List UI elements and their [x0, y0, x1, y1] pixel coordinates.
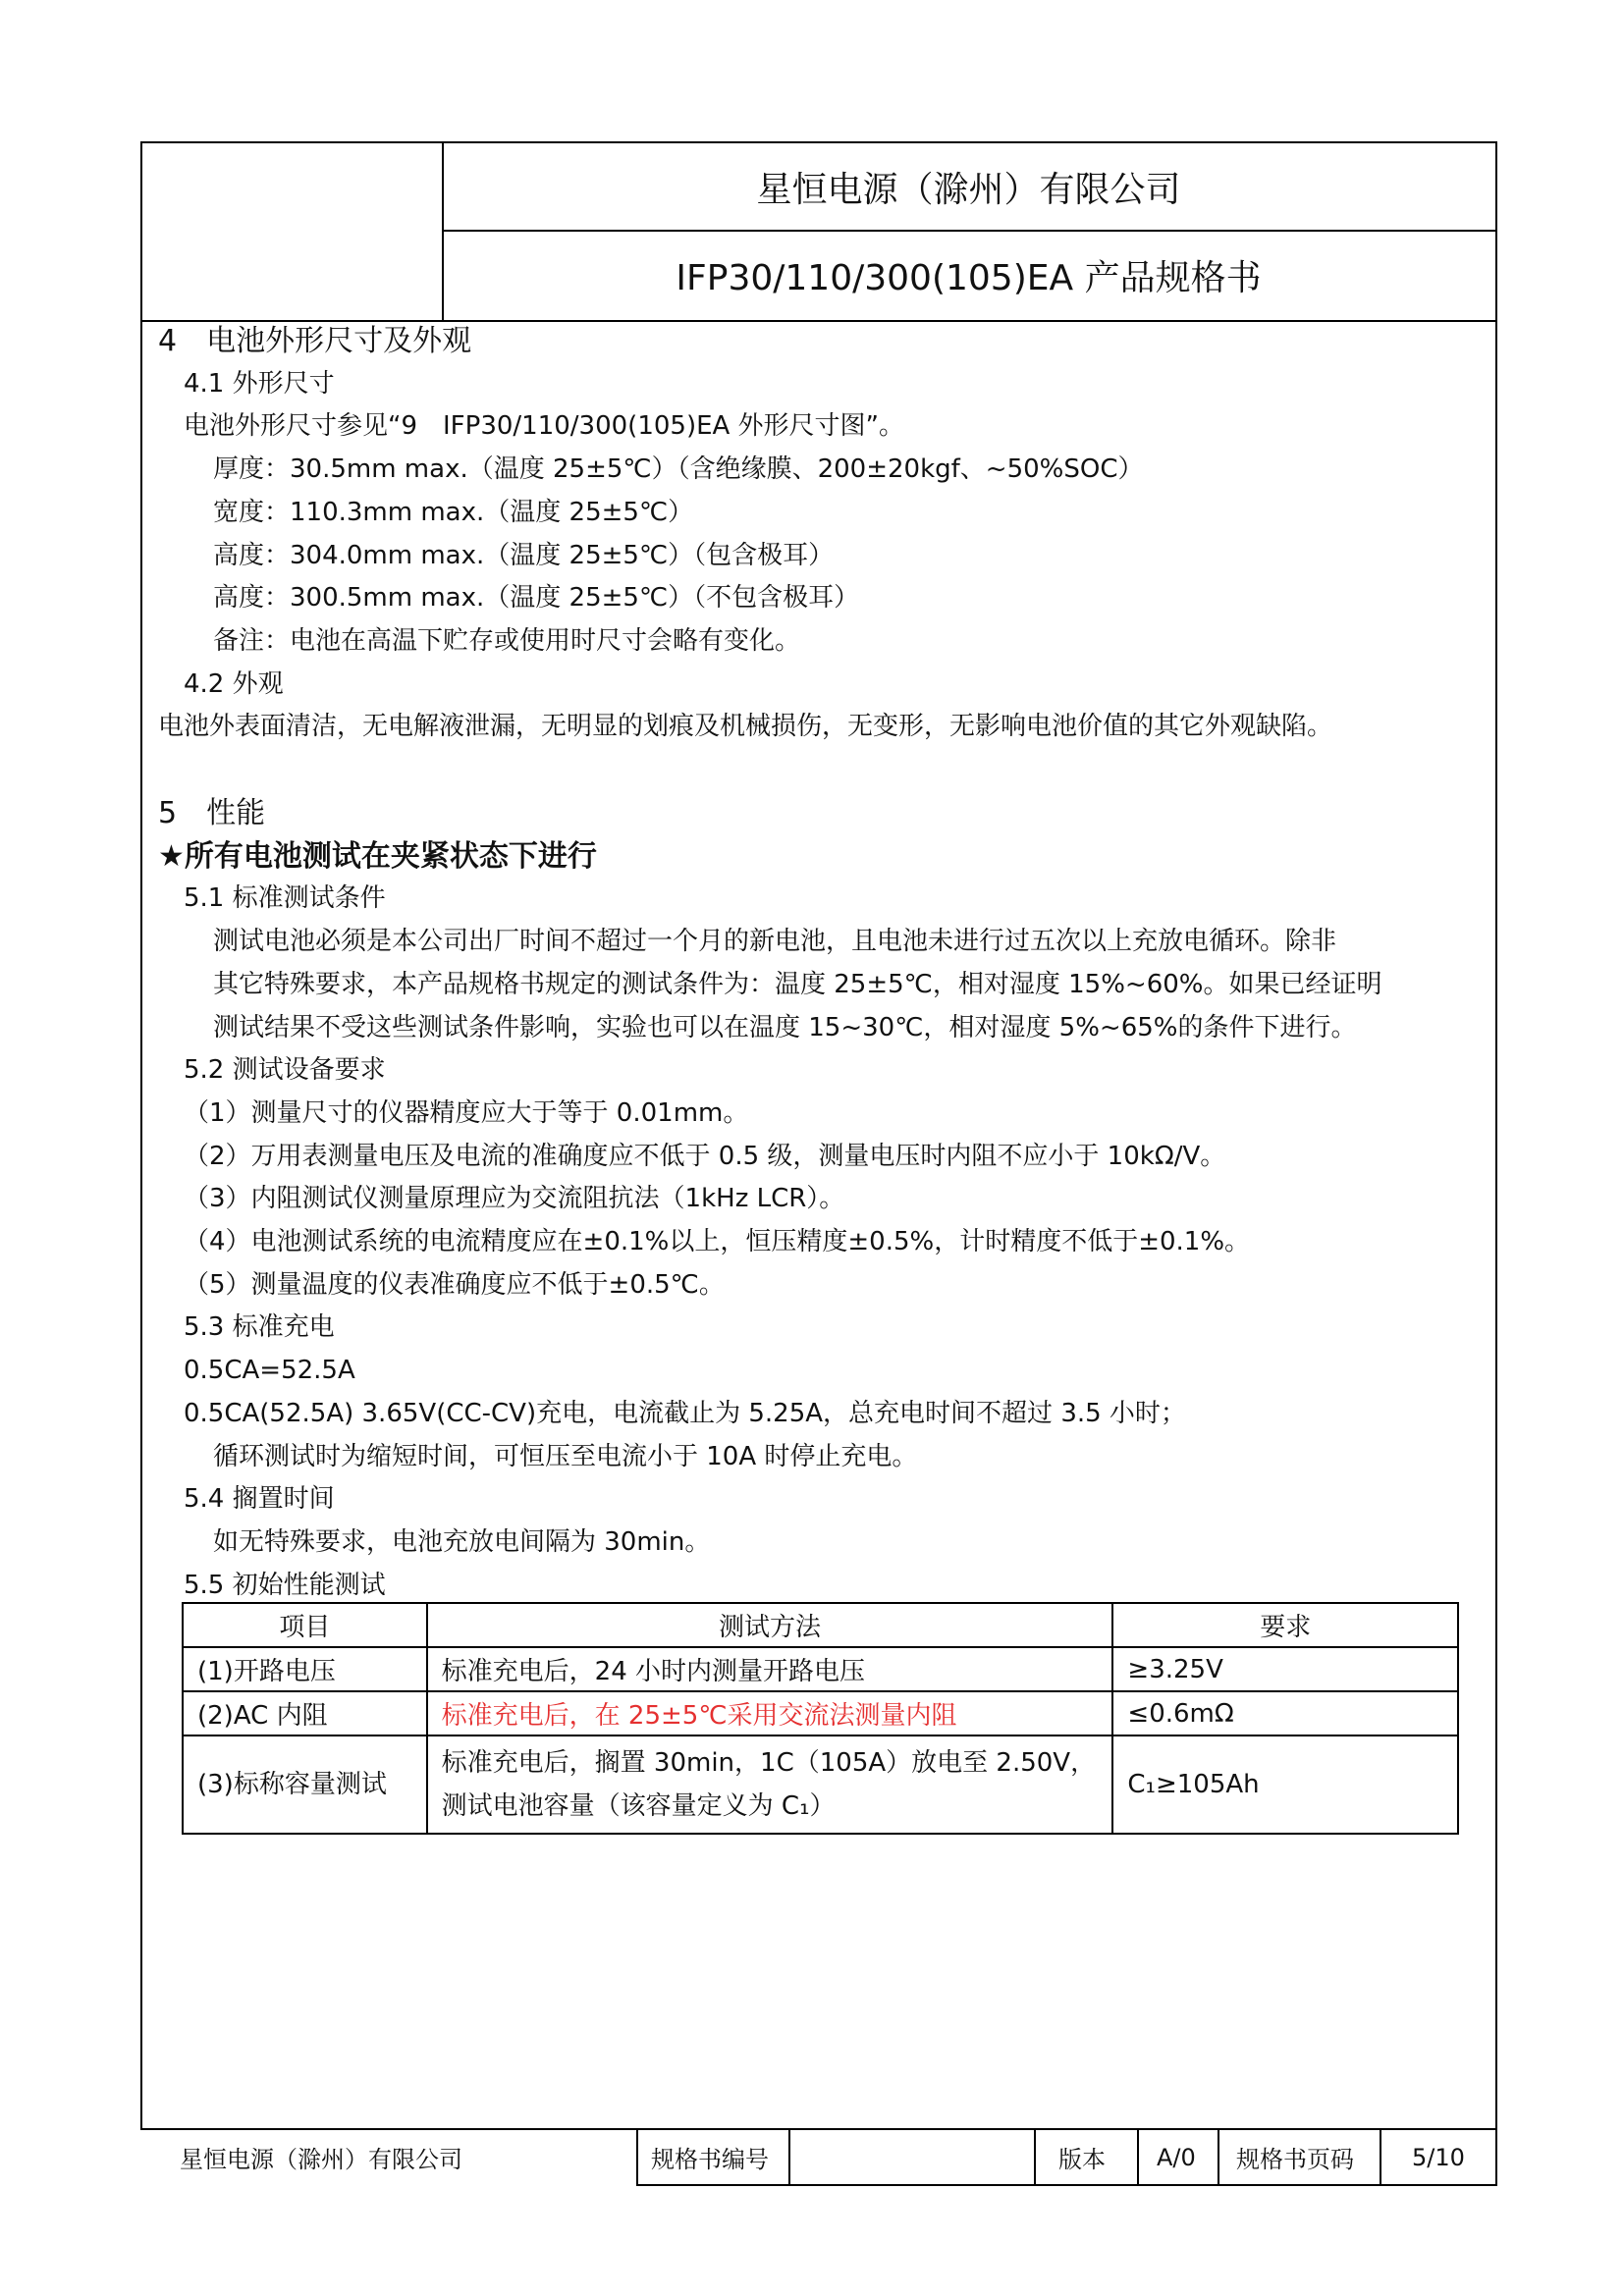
equipment-item: （3）内阻测试仪测量原理应为交流阻抗法（1kHz LCR）。 [184, 1184, 845, 1214]
doc-title: IFP30/110/300(105)EA 产品规格书 [676, 257, 1262, 298]
item-cell: (3)标称容量测试 [183, 1735, 427, 1834]
section-5-4-title: 5.4 搁置时间 [184, 1484, 335, 1515]
footer-version-value: A/0 [1157, 2143, 1196, 2171]
footer-spec-no-label: 规格书编号 [651, 2146, 769, 2173]
clamping-notice: ★所有电池测试在夹紧状态下进行 [158, 838, 597, 874]
table-header-cell: 测试方法 [427, 1603, 1113, 1647]
requirement-cell: ≤0.6mΩ [1112, 1691, 1458, 1735]
equipment-item: （2）万用表测量电压及电流的准确度应不低于 0.5 级，测量电压时内阻不应小于 10kΩ/V。 [184, 1141, 1226, 1171]
item-cell: (1)开路电压 [183, 1647, 427, 1691]
test-conditions-line-3: 测试结果不受这些测试条件影响，实验也可以在温度 15~30℃，相对湿度 5%~65%的条件下进行。 [213, 1012, 1357, 1042]
footer-page-value: 5/10 [1412, 2143, 1465, 2171]
equipment-item: （4）电池测试系统的电流精度应在±0.1%以上，恒压精度±0.5%，计时精度不低于±0.1%。 [184, 1227, 1251, 1257]
method-cell: 标准充电后，24 小时内测量开路电压 [427, 1647, 1113, 1691]
section-4-title: 4 电池外形尺寸及外观 [158, 324, 472, 358]
section-5-title: 5 性能 [158, 796, 266, 831]
appearance-text: 电池外表面清洁，无电解液泄漏，无明显的划痕及机械损伤，无变形，无影响电池价值的其它外观缺陷。 [158, 712, 1333, 742]
table-header-cell: 项目 [183, 1603, 427, 1647]
requirement-cell: C₁≥105Ah [1112, 1735, 1458, 1834]
doc-header [142, 143, 1495, 322]
doc-body [158, 320, 1486, 1607]
test-conditions-line-1: 测试电池必须是本公司出厂时间不超过一个月的新电池，且电池未进行过五次以上充放电循环。除非 [213, 927, 1337, 957]
section-5-1-title: 5.1 标准测试条件 [184, 883, 386, 914]
method-line: 测试电池容量（该容量定义为 C₁） [441, 1791, 836, 1821]
equipment-item: （5）测量温度的仪表准确度应不低于±0.5℃。 [184, 1269, 725, 1300]
section-4-2-title: 4.2 外观 [184, 668, 284, 699]
thickness-spec: 厚度：30.5mm max.（温度 25±5℃）（含绝缘膜、200±20kgf、~50%SOC） [213, 454, 1144, 485]
table-row [183, 1647, 1458, 1691]
initial-performance-table [182, 1602, 1459, 1835]
item-cell: (2)AC 内阻 [183, 1691, 427, 1735]
table-row [183, 1735, 1458, 1834]
section-5-3-title: 5.3 标准充电 [184, 1312, 335, 1343]
dimension-note: 备注：电池在高温下贮存或使用时尺寸会略有变化。 [213, 625, 801, 656]
footer-version-label: 版本 [1058, 2146, 1106, 2173]
method-cell-highlighted: 标准充电后，在 25±5℃采用交流法测量内阻 [427, 1691, 1113, 1735]
footer-company: 星恒电源（滁州）有限公司 [180, 2146, 462, 2173]
section-5-5-title: 5.5 初始性能测试 [184, 1570, 386, 1600]
doc-footer [140, 2130, 1497, 2184]
charge-procedure: 0.5CA(52.5A) 3.65V(CC-CV)充电，电流截止为 5.25A，总充电时间不超过 3.5 小时； [184, 1398, 1186, 1428]
dimension-reference: 电池外形尺寸参见“9 IFP30/110/300(105)EA 外形尺寸图”。 [184, 411, 905, 442]
company-name: 星恒电源（滁州）有限公司 [442, 143, 1495, 232]
height-spec-without-tabs: 高度：300.5mm max.（温度 25±5℃）（不包含极耳） [213, 583, 860, 614]
method-line: 标准充电后，搁置 30min，1C（105A）放电至 2.50V， [441, 1748, 1097, 1778]
cycle-charge-note: 循环测试时为缩短时间，可恒压至电流小于 10A 时停止充电。 [213, 1441, 918, 1471]
method-cell [427, 1735, 1113, 1834]
height-spec-with-tabs: 高度：304.0mm max.（温度 25±5℃）（包含极耳） [213, 540, 835, 570]
logo-cell [142, 143, 444, 320]
rest-time: 如无特殊要求，电池充放电间隔为 30min。 [213, 1526, 711, 1557]
table-row [183, 1691, 1458, 1735]
section-4-1-title: 4.1 外形尺寸 [184, 368, 335, 399]
equipment-item: （1）测量尺寸的仪器精度应大于等于 0.01mm。 [184, 1097, 749, 1128]
section-5-2-title: 5.2 测试设备要求 [184, 1055, 386, 1086]
charge-current: 0.5CA=52.5A [184, 1356, 355, 1386]
table-header-cell: 要求 [1112, 1603, 1458, 1647]
test-conditions-line-2: 其它特殊要求，本产品规格书规定的测试条件为：温度 25±5℃，相对湿度 15%~60%。如果已经证明 [213, 969, 1382, 999]
footer-page-label: 规格书页码 [1236, 2146, 1354, 2173]
table-header-row [183, 1603, 1458, 1647]
requirement-cell: ≥3.25V [1112, 1647, 1458, 1691]
width-spec: 宽度：110.3mm max.（温度 25±5℃） [213, 497, 694, 527]
